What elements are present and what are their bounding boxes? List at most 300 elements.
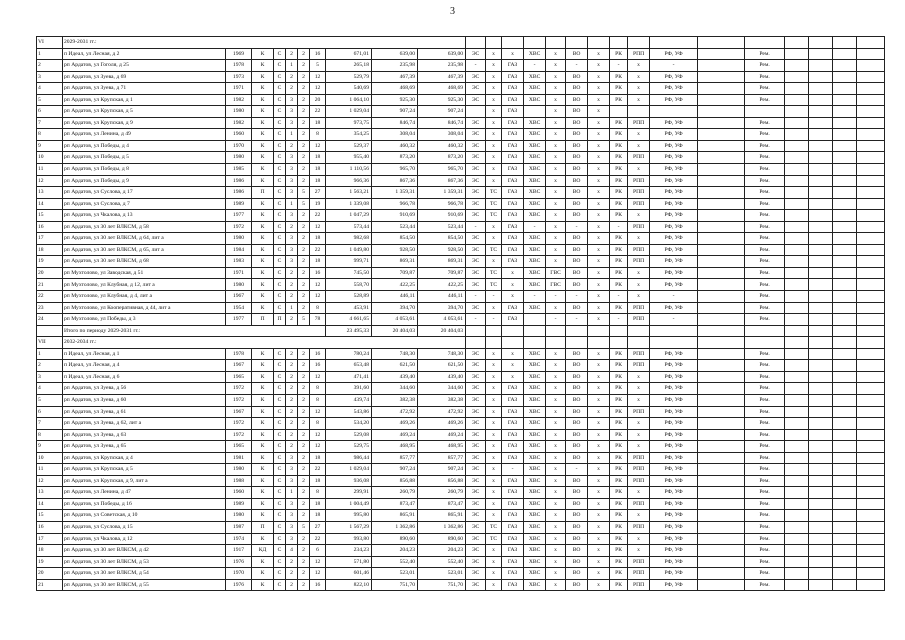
table-cell: ВО (566, 406, 588, 418)
table-cell: ГВС (546, 279, 566, 291)
table-cell (466, 106, 486, 118)
table-cell: ГАЗ (502, 71, 524, 83)
table-cell: 1 064,10 (326, 94, 372, 106)
address-cell: рп Ардатов, ул 30 лет ВЛКСМ, д 42 (63, 545, 226, 557)
table-cell: РПП (628, 48, 650, 60)
table-cell: 910,69 (418, 210, 466, 222)
table-cell: 19 (37, 556, 63, 568)
table-row (37, 429, 885, 441)
table-cell: 14 (37, 498, 63, 510)
table-cell: ВО (566, 129, 588, 141)
address-cell: рп Ардатов, ул 30 лет ВЛКСМ, д 58 (63, 221, 226, 233)
table-cell: ГАЗ (502, 314, 524, 326)
table-cell: х (588, 464, 610, 476)
table-cell: 973,75 (326, 117, 372, 129)
table-row (37, 498, 885, 510)
table-cell: 955,40 (326, 152, 372, 164)
table-cell: ХВС (524, 175, 546, 187)
table-cell (698, 579, 745, 591)
table-cell: ГАЗ (502, 117, 524, 129)
table-cell: 2 (298, 579, 310, 591)
table-cell: 468,69 (418, 83, 466, 95)
table-cell: - (486, 291, 502, 303)
table-cell: 12 (310, 371, 326, 383)
table-cell: 472,92 (418, 406, 466, 418)
table-cell: ЭС (466, 233, 486, 245)
table-cell: С (274, 383, 286, 395)
table-cell: РФ, УФ (650, 187, 698, 199)
table-cell: РФ, УФ (650, 83, 698, 95)
table-cell: Рем. (745, 406, 785, 418)
table-cell (610, 106, 628, 118)
address-cell: п Идеал, ул Лесная, д 2 (63, 48, 226, 60)
table-cell: РФ, УФ (650, 394, 698, 406)
table-row (37, 279, 885, 291)
table-cell: х (502, 291, 524, 303)
table-cell: х (502, 348, 524, 360)
table-cell: х (588, 383, 610, 395)
table-cell: 854,50 (418, 233, 466, 245)
table-cell: ЭС (466, 140, 486, 152)
table-cell: ВО (566, 106, 588, 118)
table-cell: 18 (310, 510, 326, 522)
table-cell (698, 117, 745, 129)
table-cell: К (252, 233, 274, 245)
table-cell: ЭС (466, 487, 486, 499)
table-cell: К (252, 175, 274, 187)
address-cell: рп Ардатов, ул Ленина, д 47 (63, 487, 226, 499)
table-cell: РК (610, 383, 628, 395)
table-cell: 2 (298, 210, 310, 222)
table-cell: ЭС (466, 498, 486, 510)
table-row (37, 533, 885, 545)
table-cell (698, 510, 745, 522)
table-cell: 265,18 (326, 60, 372, 72)
table-cell: ГАЗ (502, 394, 524, 406)
table-cell: ХВС (524, 210, 546, 222)
table-cell: 18 (310, 233, 326, 245)
table-cell: х (486, 94, 502, 106)
table-cell: ТС (486, 533, 502, 545)
table-cell: Рем. (745, 348, 785, 360)
table-cell: 856,88 (418, 475, 466, 487)
table-cell: Рем. (745, 129, 785, 141)
table-cell: - (524, 221, 546, 233)
table-row (37, 441, 885, 453)
table-cell: 1 047,29 (326, 210, 372, 222)
table-cell: х (588, 210, 610, 222)
table-row (37, 244, 885, 256)
table-cell: РПП (628, 360, 650, 372)
table-cell: х (588, 60, 610, 72)
table-cell: Рем. (745, 164, 785, 176)
table-cell (524, 106, 546, 118)
table-cell: Рем. (745, 233, 785, 245)
table-cell: х (546, 140, 566, 152)
table-cell: х (546, 256, 566, 268)
table-cell: РК (610, 360, 628, 372)
table-cell: - (650, 60, 698, 72)
table-cell: К (252, 406, 274, 418)
table-cell: 16 (37, 521, 63, 533)
table-cell: 1982 (226, 117, 252, 129)
section-header (37, 37, 885, 49)
table-cell: х (588, 487, 610, 499)
table-cell: х (588, 267, 610, 279)
table-cell: 2 (298, 510, 310, 522)
table-cell: 3 (286, 106, 298, 118)
table-cell: 394,70 (372, 302, 418, 314)
table-cell: 523,44 (418, 221, 466, 233)
total-value: 20 404,03 (418, 325, 466, 337)
address-cell: рп Ардатов, ул Победы, д 4 (63, 140, 226, 152)
table-cell: х (628, 60, 650, 72)
table-cell: 446,11 (372, 291, 418, 303)
table-cell: 12 (310, 71, 326, 83)
table-cell: х (628, 233, 650, 245)
table-cell: 936,08 (326, 475, 372, 487)
table-cell: ЭС (466, 394, 486, 406)
table-cell: 1974 (226, 533, 252, 545)
table-cell: 14 (37, 198, 63, 210)
table-cell: 6 (310, 545, 326, 557)
table-cell: С (274, 267, 286, 279)
table-cell (698, 256, 745, 268)
table-cell: ЭС (466, 579, 486, 591)
table-cell: 18 (310, 475, 326, 487)
table-cell: 639,00 (372, 48, 418, 60)
table-cell: х (588, 475, 610, 487)
table-cell: 1954 (226, 302, 252, 314)
address-cell: рп Ардатов, ул 30 лет ВЛКСМ, д 53 (63, 556, 226, 568)
table-cell: ВО (566, 533, 588, 545)
address-cell: рп Ардатов, ул Победы, д 16 (63, 498, 226, 510)
table-cell: 751,70 (418, 579, 466, 591)
table-cell: 1980 (226, 233, 252, 245)
table-cell: РФ, УФ (650, 452, 698, 464)
table-cell: х (546, 244, 566, 256)
table-cell: 2 (298, 233, 310, 245)
table-cell: РФ, УФ (650, 464, 698, 476)
table-cell: РФ, УФ (650, 48, 698, 60)
table-cell: К (252, 71, 274, 83)
table-cell: 2 (298, 464, 310, 476)
table-cell: х (628, 545, 650, 557)
table-cell: Рем. (745, 475, 785, 487)
table-cell: ХВС (524, 510, 546, 522)
table-cell (698, 244, 745, 256)
table-cell: 27 (310, 187, 326, 199)
table-cell: 999,71 (326, 256, 372, 268)
table-cell: ХВС (524, 394, 546, 406)
table-cell: 5 (310, 60, 326, 72)
table-cell: 6 (37, 106, 63, 118)
table-cell: 2 (286, 71, 298, 83)
table-cell: х (546, 394, 566, 406)
table-cell: С (274, 175, 286, 187)
table-cell: 846,74 (418, 117, 466, 129)
table-cell: 1972 (226, 383, 252, 395)
table-cell: 523,44 (372, 221, 418, 233)
table-row (37, 394, 885, 406)
table-cell: ХВС (524, 568, 546, 580)
table-cell: С (274, 244, 286, 256)
table-cell: К (252, 152, 274, 164)
table-cell (524, 314, 546, 326)
table-cell: ВО (566, 383, 588, 395)
table-cell: К (252, 464, 274, 476)
table-cell: 20 (37, 267, 63, 279)
table-cell: х (486, 83, 502, 95)
table-cell: 907,24 (372, 106, 418, 118)
table-cell: 2 (286, 267, 298, 279)
table-cell: К (252, 579, 274, 591)
table-cell (698, 302, 745, 314)
table-cell: 965,70 (372, 164, 418, 176)
table-cell: С (274, 475, 286, 487)
table-cell: Рем. (745, 579, 785, 591)
table-cell: 865,91 (372, 510, 418, 522)
table-cell: 18 (310, 452, 326, 464)
table-cell: 873,47 (418, 498, 466, 510)
table-cell: х (486, 221, 502, 233)
table-cell: х (588, 510, 610, 522)
table-cell: 4 053,61 (372, 314, 418, 326)
table-cell: 540,69 (326, 83, 372, 95)
table-cell: 1 359,31 (372, 187, 418, 199)
table-cell: 18 (310, 256, 326, 268)
table-cell: - (566, 464, 588, 476)
table-cell: - (566, 60, 588, 72)
table-cell: 1983 (226, 256, 252, 268)
table-row (37, 152, 885, 164)
table-cell: 2 (286, 140, 298, 152)
table-cell (698, 568, 745, 580)
table-cell: 601,46 (326, 568, 372, 580)
table-row (37, 568, 885, 580)
table-cell: РК (610, 94, 628, 106)
table-cell: РПП (628, 348, 650, 360)
table-cell: 3 (286, 256, 298, 268)
table-cell: ТС (486, 279, 502, 291)
table-cell: ХВС (524, 129, 546, 141)
table-cell: К (252, 452, 274, 464)
table-cell: П (252, 187, 274, 199)
address-cell: п Идеал, ул Лесная, д 4 (63, 360, 226, 372)
table-cell: 2 (37, 360, 63, 372)
table-cell: 928,50 (418, 244, 466, 256)
table-cell: РК (610, 256, 628, 268)
table-cell: РПП (628, 521, 650, 533)
table-cell: ЭС (466, 568, 486, 580)
table-cell: РФ, УФ (650, 510, 698, 522)
table-cell: 523,01 (418, 568, 466, 580)
address-cell: рп Ардатов, ул Суслова, д 7 (63, 198, 226, 210)
table-cell: РК (610, 521, 628, 533)
table-cell: 2 (286, 568, 298, 580)
table-cell: Рем. (745, 94, 785, 106)
table-cell: С (274, 164, 286, 176)
table-cell: ЭС (466, 452, 486, 464)
table-cell: Рем. (745, 418, 785, 430)
table-cell: ВО (566, 360, 588, 372)
table-cell: 709,87 (372, 267, 418, 279)
table-cell (745, 106, 785, 118)
table-cell: ЭС (466, 441, 486, 453)
table-cell: 2 (298, 383, 310, 395)
table-cell: 12 (310, 291, 326, 303)
table-cell: ХВС (524, 487, 546, 499)
table-cell: РПП (628, 406, 650, 418)
table-cell: х (546, 198, 566, 210)
table-cell: К (252, 279, 274, 291)
table-cell: ГВС (546, 267, 566, 279)
table-cell: х (588, 452, 610, 464)
table-cell (698, 198, 745, 210)
table-cell: х (628, 291, 650, 303)
table-cell: РФ, УФ (650, 94, 698, 106)
table-cell (698, 233, 745, 245)
table-cell: ЭС (466, 556, 486, 568)
table-cell: 854,50 (372, 233, 418, 245)
table-cell: 1987 (226, 521, 252, 533)
table-cell: ГАЗ (502, 429, 524, 441)
table-cell: ВО (566, 441, 588, 453)
address-cell: рп Ардатов, ул 30 лет ВЛКСМ, д 55 (63, 579, 226, 591)
table-cell: 2 (298, 498, 310, 510)
table-cell: ГАЗ (502, 487, 524, 499)
table-cell: х (628, 418, 650, 430)
table-cell: 15 (37, 210, 63, 222)
table-cell: Рем. (745, 71, 785, 83)
table-cell: 1 004,49 (326, 498, 372, 510)
table-row (37, 556, 885, 568)
table-cell: - (466, 314, 486, 326)
table-cell: х (546, 441, 566, 453)
table-cell: РПП (628, 117, 650, 129)
table-cell: х (628, 510, 650, 522)
table-cell: К (252, 371, 274, 383)
table-cell: ВО (566, 210, 588, 222)
table-cell: х (588, 48, 610, 60)
table-cell: 23 (37, 302, 63, 314)
table-cell: 3 (286, 475, 298, 487)
table-cell (698, 452, 745, 464)
table-cell: ХВС (524, 267, 546, 279)
table-cell: ГАЗ (502, 221, 524, 233)
table-cell: ХВС (524, 140, 546, 152)
table-cell: К (252, 556, 274, 568)
table-cell: ГАЗ (502, 510, 524, 522)
table-cell: ХВС (524, 302, 546, 314)
table-cell (698, 429, 745, 441)
table-cell: 529,75 (326, 441, 372, 453)
table-cell: 1972 (226, 221, 252, 233)
table-cell: С (274, 256, 286, 268)
table-cell: Рем. (745, 441, 785, 453)
table-cell: ВО (566, 475, 588, 487)
table-cell: 8 (310, 302, 326, 314)
table-cell: С (274, 60, 286, 72)
table-cell: 446,11 (418, 291, 466, 303)
table-cell: 2 (286, 556, 298, 568)
table-cell: С (274, 129, 286, 141)
table-cell: 467,39 (372, 71, 418, 83)
table-cell: РПП (628, 302, 650, 314)
table-cell: 965,70 (418, 164, 466, 176)
table-cell: 422,25 (418, 279, 466, 291)
section-code: VI (37, 37, 63, 49)
table-cell: ВО (566, 568, 588, 580)
section-period: 2029-2031 гг.: (63, 37, 466, 49)
table-cell: ВО (566, 487, 588, 499)
table-cell: х (486, 545, 502, 557)
table-cell: х (588, 175, 610, 187)
table-cell: ЭС (466, 533, 486, 545)
table-cell: 5 (298, 521, 310, 533)
table-cell (698, 140, 745, 152)
table-cell: 2 (286, 360, 298, 372)
table-cell: 10 (37, 452, 63, 464)
table-cell: ВО (566, 175, 588, 187)
table-cell: РФ, УФ (650, 545, 698, 557)
table-cell: 966,36 (326, 175, 372, 187)
table-cell: 907,24 (418, 464, 466, 476)
table-cell: х (588, 164, 610, 176)
table-cell: 3 (286, 187, 298, 199)
table-cell: х (546, 71, 566, 83)
table-cell (698, 314, 745, 326)
table-cell: 13 (37, 187, 63, 199)
table-cell: 2 (286, 429, 298, 441)
table-cell: 3 (286, 233, 298, 245)
table-cell: х (546, 533, 566, 545)
table-cell: 299,91 (326, 487, 372, 499)
table-cell: 11 (37, 464, 63, 476)
table-cell: ХВС (524, 164, 546, 176)
table-row (37, 106, 885, 118)
table-cell: РФ, УФ (650, 233, 698, 245)
table-cell: 469,26 (418, 418, 466, 430)
table-cell: 910,69 (372, 210, 418, 222)
table-cell: 8 (310, 487, 326, 499)
table-cell: РПП (628, 464, 650, 476)
table-cell: 2 (298, 418, 310, 430)
table-cell: 469,26 (372, 418, 418, 430)
table-cell: 1971 (226, 267, 252, 279)
total-label: Итого по периоду 2029-2031 гг.: (63, 325, 326, 337)
table-cell: РПП (628, 568, 650, 580)
table-cell: К (252, 210, 274, 222)
table-cell: 3 (286, 510, 298, 522)
table-cell: РК (610, 175, 628, 187)
table-cell: 869,31 (372, 256, 418, 268)
table-cell: ВО (566, 452, 588, 464)
table-cell: 2 (298, 452, 310, 464)
table-cell: х (546, 83, 566, 95)
table-cell: х (502, 371, 524, 383)
table-cell: 469,24 (418, 429, 466, 441)
table-cell: С (274, 545, 286, 557)
table-cell: х (546, 475, 566, 487)
table-cell: Рем. (745, 291, 785, 303)
address-cell: рп Ардатов, ул Гоголя, д 25 (63, 60, 226, 72)
table-cell: 3 (286, 152, 298, 164)
table-cell: 1 (286, 487, 298, 499)
table-cell: К (252, 568, 274, 580)
address-cell: рп Ардатов, ул Суслова, д 17 (63, 187, 226, 199)
table-cell: 204,23 (372, 545, 418, 557)
